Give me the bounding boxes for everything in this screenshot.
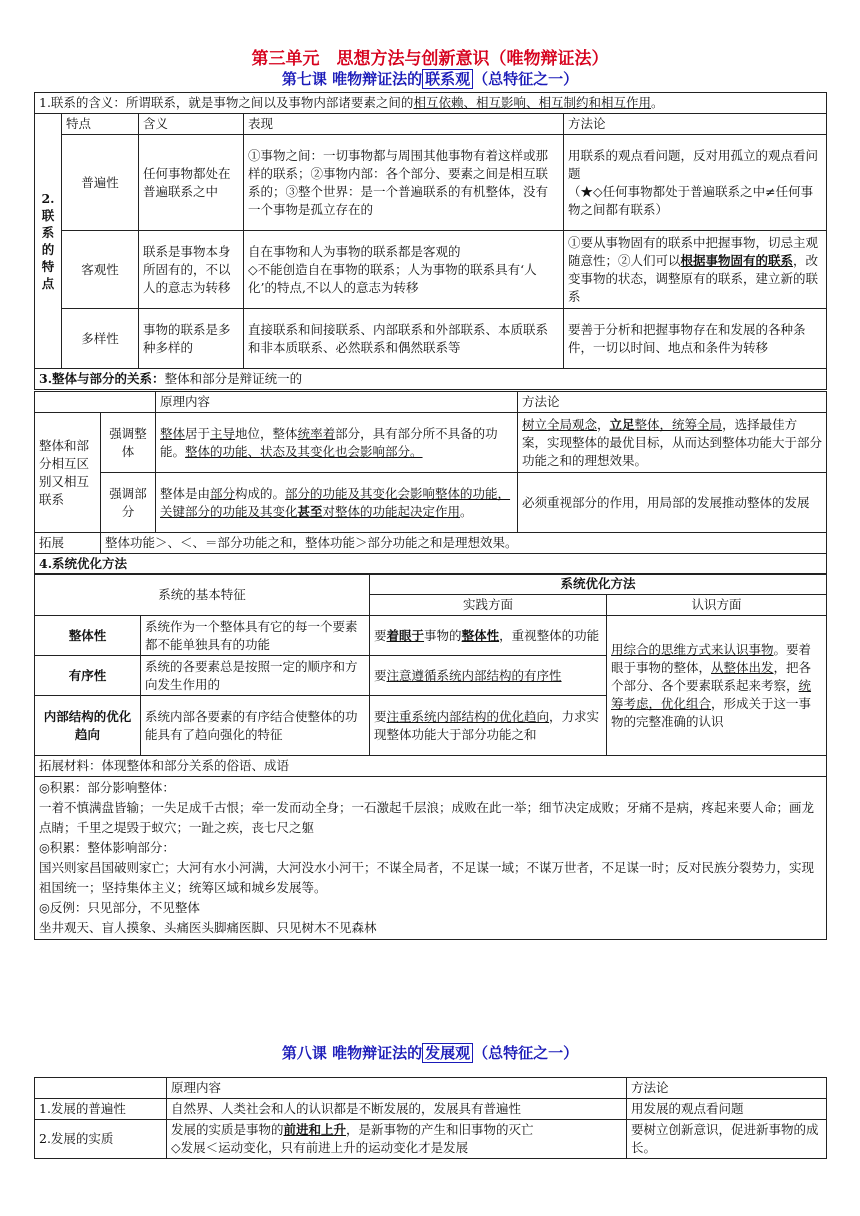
header-practice: 实践方面 [370,595,607,616]
lesson7-title: 第七课 唯物辩证法的 联系观 （总特征之一） [281,70,579,88]
development-method: 用发展的观点看问题 [627,1099,827,1120]
header-show: 表现 [244,114,564,135]
system-practice: 要注重系统内部结构的优化趋向，力求实现整体功能大于部分功能之和 [370,696,607,756]
system-feature-name: 内部结构的优化趋向 [35,696,141,756]
idiom-line: ◎反例：只见部分，不见整体 [39,900,200,915]
lesson8-title: 第八课 唯物辩证法的 发展观 （总特征之一） [281,1044,579,1062]
feature-meaning: 事物的联系是多种多样的 [139,309,244,369]
header-cognition: 认识方面 [607,595,827,616]
extension-text: 整体功能＞、＜、＝部分功能之和，整体功能＞部分功能之和是理想效果。 [101,533,827,554]
system-practice: 要注意遵循系统内部结构的有序性 [370,656,607,696]
system-practice: 要着眼于事物的整体性，重视整体的功能 [370,616,607,656]
header-method: 方法论 [518,392,827,413]
extension-label: 拓展 [35,533,101,554]
idiom-line: ◎积累：部分影响整体： [39,780,175,795]
emphasize-whole-label: 强调整体 [101,413,156,473]
whole-part-relation: 整体和部分相互区别又相互联系 [35,413,101,533]
system-table [34,573,827,940]
whole-part-title: 3.整体与部分的关系：整体和部分是辩证统一的 [35,369,827,390]
system-feature-name: 整体性 [35,616,141,656]
development-item: 1.发展的普遍性 [35,1099,167,1120]
idiom-line: 一着不慎满盘皆输；一失足成千古恨；牵一发而动全身；一石激起千层浪；成败在此一举；细节决定成败；牙痛不是病，疼起来要人命；画龙点睛；千里之堤毁于蚁穴；一趾之疾，丧七尺之躯 [39,800,815,835]
system-title: 4.系统优化方法 [35,554,827,575]
connection-features-label: 2.联系的特点 [35,114,62,369]
idiom-line: ◎积累：整体影响部分： [39,840,175,855]
emphasize-part-label: 强调部分 [101,473,156,533]
system-feature-text: 系统作为一个整体具有它的每一个要素都不能单独具有的功能 [141,616,370,656]
feature-show: ①事物之间：一切事物都与周围其他事物有着这样或那样的联系；②事物内部：各个部分、要素之间是相互联系的；③整个世界：是一个普遍联系的有机整体，没有一个事物是孤立存在的 [244,135,564,231]
idiom-list [35,777,827,940]
unit-title: 第三单元 思想方法与创新意识（唯物辩证法） [251,49,609,69]
feature-meaning: 任何事物都处在普遍联系之中 [139,135,244,231]
development-principle: 发展的实质是事物的前进和上升，是新事物的产生和旧事物的灭亡 ◇发展＜运动变化，只有前进上升的运动变化才是发展 [167,1120,627,1159]
feature-method: ①要从事物固有的联系中把握事物，切忌主观随意性；②人们可以根据事物固有的联系，改变事物的状态，调整原有的联系，建立新的联系 [564,231,827,309]
idiom-line: 坐井观天、盲人摸象、头痛医头脚痛医脚、只见树木不见森林 [39,920,377,935]
whole-part-table [34,391,827,575]
header-method: 方法论 [564,114,827,135]
feature-name: 多样性 [62,309,139,369]
whole-principle: 整体居于主导地位，整体统率着部分，具有部分所不具备的功能。整体的功能、状态及其变化也会影响部分。 [156,413,518,473]
header-system-opt: 系统优化方法 [370,574,827,595]
feature-show: 直接联系和间接联系、内部联系和外部联系、本质联系和非本质联系、必然联系和偶然联系等 [244,309,564,369]
feature-meaning: 联系是事物本身所固有的，不以人的意志为转移 [139,231,244,309]
header-method: 方法论 [627,1078,827,1099]
lesson8-table [34,1077,827,1159]
feature-method: 要善于分析和把握事物存在和发展的各种条件，一切以时间、地点和条件为转移 [564,309,827,369]
development-method: 要树立创新意识，促进新事物的成长。 [627,1120,827,1159]
feature-name: 普遍性 [62,135,139,231]
feature-name: 客观性 [62,231,139,309]
header-principle: 原理内容 [156,392,518,413]
header-meaning: 含义 [139,114,244,135]
system-feature-text: 系统的各要素总是按照一定的顺序和方向发生作用的 [141,656,370,696]
part-method: 必须重视部分的作用，用局部的发展推动整体的发展 [518,473,827,533]
whole-method: 树立全局观念，立足整体，统筹全局，选择最佳方案，实现整体的最优目标，从而达到整体功能大于部分功能之和的理想效果。 [518,413,827,473]
development-item: 2.发展的实质 [35,1120,167,1159]
header-principle: 原理内容 [167,1078,627,1099]
feature-show: 自在事物和人为事物的联系都是客观的 ◇不能创造自在事物的联系；人为事物的联系具有‘人化’的特点,不以人的意志为转移 [244,231,564,309]
part-principle: 整体是由部分构成的。部分的功能及其变化会影响整体的功能，关键部分的功能及其变化甚至对整体的功能起决定作用。 [156,473,518,533]
system-feature-text: 系统内部各要素的有序结合使整体的功能具有了趋向强化的特征 [141,696,370,756]
connection-definition: 1.联系的含义：所谓联系，就是事物之间以及事物内部诸要素之间的相互依赖、相互影响、相互制约和相互作用。 [35,93,827,114]
header-system-feature: 系统的基本特征 [35,574,370,616]
feature-method: 用联系的观点看问题，反对用孤立的观点看问题 （★◇任何事物都处于普遍联系之中≠任何事物之间都有联系） [564,135,827,231]
idiom-title: 拓展材料：体现整体和部分关系的俗语、成语 [35,756,827,777]
lesson7-table [34,92,827,390]
system-feature-name: 有序性 [35,656,141,696]
system-cognition: 用综合的思维方式来认识事物。要着眼于事物的整体，从整体出发，把各个部分、各个要素联系起来考察，统筹考虑，优化组合，形成关于这一事物的完整准确的认识 [607,616,827,756]
header-feature: 特点 [62,114,139,135]
idiom-line: 国兴则家昌国破则家亡；大河有水小河满，大河没水小河干；不谋全局者，不足谋一域；不谋万世者，不足谋一时；反对民族分裂势力，实现祖国统一；坚持集体主义；统筹区域和城乡发展等。 [39,860,815,895]
development-principle: 自然界、人类社会和人的认识都是不断发展的，发展具有普遍性 [167,1099,627,1120]
